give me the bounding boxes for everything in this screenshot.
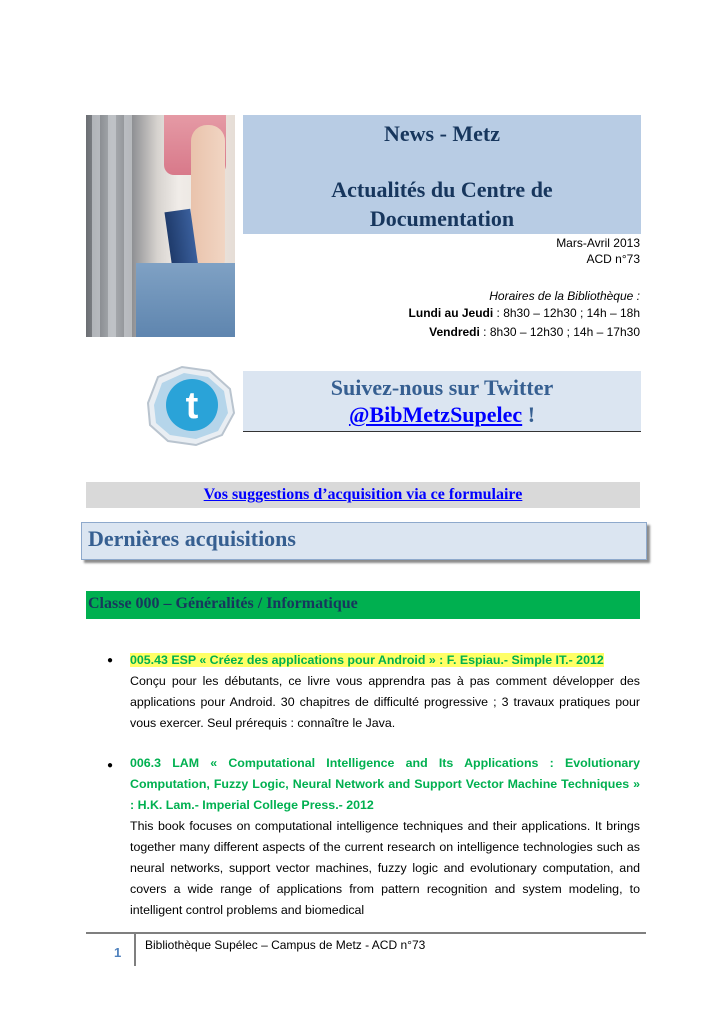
list-item [130,650,640,734]
hours-label: Horaires de la Bibliothèque : [489,289,640,303]
newsletter-subtitle-line2: Documentation [369,206,515,231]
list-item [130,753,640,921]
classe-bar [86,591,640,619]
twitter-logo-icon[interactable] [140,363,238,447]
twitter-handle-link[interactable]: @BibMetzSupelec [348,402,523,427]
section-title: Dernières acquisitions [88,526,296,551]
bullet-icon: ● [107,655,114,666]
newsletter-subtitle-line1: Actualités du Centre de [331,177,553,202]
hours-time: : 8h30 – 12h30 ; 14h – 18h [493,306,640,320]
item-description: This book focuses on computational intelligence techniques and their applications. It brings together many different aspects of the current research on intelligence technologies such as neural networks, support vector machines, fuzzy logic and evolutionary computation, and covers a wide range of applications from pattern recognition and system modeling, to intelligent control problems and biomedical [130,819,640,917]
twitter-heading: Suivez-nous sur Twitter [330,375,554,400]
suggestion-bar [86,482,640,508]
newsletter-title-box [243,115,641,234]
hours-row [409,305,640,321]
item-reference[interactable]: 005.43 ESP « Créez des applications pour Android » : F. Espiau.- Simple IT.- 2012 [130,653,604,667]
hours-day: Vendredi [429,325,480,339]
bullet-icon: ● [107,760,114,771]
page-number: 1 [114,945,122,960]
issue-date: Mars-Avril 2013 [556,236,640,250]
issue-number: ACD n°73 [586,252,640,266]
twitter-handle-line [243,402,641,428]
footer-text: Bibliothèque Supélec – Campus de Metz - ACD n°73 [145,938,426,952]
footer-divider [86,932,646,934]
svg-text:t: t [185,385,199,427]
newsletter-title: News - Metz [383,121,501,146]
twitter-exclamation: ! [522,402,536,427]
hours-day: Lundi au Jeudi [408,306,494,320]
section-heading [81,522,647,560]
hours-time: : 8h30 – 12h30 ; 14h – 17h30 [479,325,640,339]
footer-separator [134,932,136,966]
suggestion-form-link[interactable]: Vos suggestions d’acquisition via ce formulaire [203,486,523,503]
twitter-box [243,371,641,432]
header-photo [86,115,235,337]
hours-row [429,324,640,340]
item-description: Conçu pour les débutants, ce livre vous apprendra pas à pas comment développer des applications pour Android. 30 chapitres de difficulté progressive ; 3 travaux pratiques pour vous exercer. Seul prérequis : connaître le Java. [130,674,640,730]
item-reference[interactable]: 006.3 LAM « Computational Intelligence and Its Applications : Evolutionary Computation, Fuzzy Logic, Neural Network and Support Vector Machine Techniques » : H.K. Lam.- Imperial College Press.- 2012 [130,756,640,812]
classe-title: Classe 000 – Généralités / Informatique [88,595,358,612]
